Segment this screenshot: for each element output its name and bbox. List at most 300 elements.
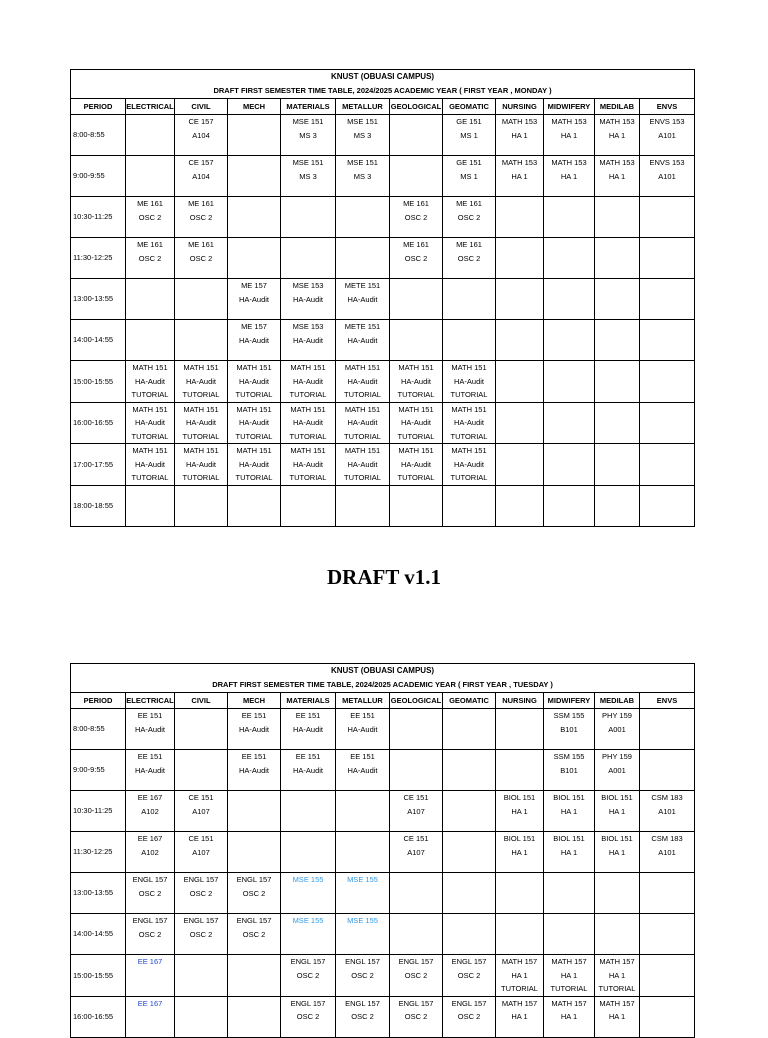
cell-line: A102 [141, 847, 159, 857]
cell-line: MATH 157 [501, 957, 538, 966]
cell-line: HA-Audit [453, 376, 484, 386]
course-cell [126, 873, 175, 914]
cell-line: ME 161 [188, 240, 214, 249]
cell-line: MSE 153 [292, 322, 324, 331]
course-cell [595, 955, 640, 997]
cell-line: A104 [192, 130, 210, 140]
cell-line: A107 [192, 806, 210, 816]
cell-line: SSM 155 [553, 752, 585, 761]
cell-line: HA-Audit [134, 418, 165, 427]
course-cell [496, 709, 544, 750]
column-header: ENVS [640, 693, 695, 709]
course-cell [228, 791, 281, 832]
cell-line: MATH 153 [551, 158, 587, 167]
course-cell [595, 115, 640, 156]
cell-line: TUTORIAL [235, 390, 273, 399]
course-cell [336, 832, 390, 873]
cell-line: MSE 151 [347, 158, 378, 167]
monday-timetable [70, 69, 695, 527]
course-cell [281, 402, 336, 444]
table-row [71, 402, 695, 444]
cell-line: HA-Audit [347, 335, 378, 345]
cell-line: OSC 2 [457, 1012, 481, 1021]
course-cell [175, 914, 228, 955]
cell-line: OSC 2 [189, 212, 213, 222]
course-cell [126, 996, 175, 1037]
cell-line: OSC 2 [296, 970, 320, 980]
course-cell [281, 750, 336, 791]
cell-line: HA-Audit [347, 418, 378, 427]
cell-line: TUTORIAL [550, 984, 588, 993]
cell-line: OSC 2 [457, 212, 481, 222]
cell-line: HA-Audit [292, 294, 323, 304]
course-cell [281, 914, 336, 955]
period-cell: 11:30-12:25 [71, 238, 126, 279]
cell-line: CSM 183 [651, 834, 683, 843]
course-cell [281, 955, 336, 997]
course-cell [281, 320, 336, 361]
cell-line: A107 [407, 806, 425, 816]
cell-line: TUTORIAL [397, 431, 435, 441]
cell-line: MATH 151 [398, 363, 434, 372]
course-cell [126, 485, 175, 526]
cell-line: ME 161 [403, 199, 429, 208]
course-cell [496, 914, 544, 955]
course-cell [496, 361, 544, 403]
cell-line: HA-Audit [238, 765, 269, 775]
course-cell [390, 996, 443, 1037]
cell-line: TUTORIAL [235, 431, 273, 441]
column-header: CIVIL [175, 99, 228, 115]
course-cell [175, 361, 228, 403]
table-row [71, 156, 695, 197]
table-row [71, 444, 695, 486]
cell-line: MATH 153 [501, 158, 538, 167]
course-cell [640, 115, 695, 156]
cell-line: MATH 151 [236, 363, 272, 372]
course-cell [443, 873, 496, 914]
course-cell [126, 115, 175, 156]
cell-line: ENGL 157 [132, 875, 168, 884]
course-cell [281, 279, 336, 320]
cell-line: MSE 155 [347, 916, 378, 925]
course-cell [281, 832, 336, 873]
cell-line: OSC 2 [189, 929, 213, 939]
cell-line: ME 161 [137, 199, 163, 208]
course-cell [390, 402, 443, 444]
cell-line: MATH 151 [398, 404, 434, 414]
course-cell [228, 279, 281, 320]
cell-line: EE 167 [137, 998, 163, 1008]
cell-line: A104 [192, 171, 210, 181]
course-cell [390, 238, 443, 279]
cell-line: ME 161 [456, 199, 482, 208]
cell-line: MATH 151 [290, 363, 326, 372]
course-cell [443, 955, 496, 997]
table-row [71, 791, 695, 832]
course-cell [228, 238, 281, 279]
course-cell [228, 996, 281, 1037]
course-cell [126, 361, 175, 403]
cell-line: MATH 153 [501, 117, 538, 126]
course-cell [443, 320, 496, 361]
column-header: MEDILAB [595, 693, 640, 709]
course-cell [126, 791, 175, 832]
course-cell [175, 873, 228, 914]
period-cell: 10:30-11:25 [71, 197, 126, 238]
cell-line: MS 3 [353, 130, 372, 140]
cell-line: ENGL 157 [451, 998, 487, 1008]
column-header: MATERIALS [281, 99, 336, 115]
course-cell [175, 791, 228, 832]
cell-line: MATH 153 [599, 117, 635, 126]
course-cell [496, 279, 544, 320]
course-cell [595, 156, 640, 197]
course-cell [496, 238, 544, 279]
column-header: GEOMATIC [443, 693, 496, 709]
course-cell [544, 238, 595, 279]
cell-line: MATH 151 [183, 363, 219, 372]
cell-line: MSE 155 [347, 875, 378, 884]
cell-line: HA 1 [608, 847, 626, 857]
cell-line: ME 161 [403, 240, 429, 249]
column-header-row [71, 693, 695, 709]
cell-line: EE 151 [295, 752, 321, 761]
cell-line: HA-Audit [238, 418, 269, 427]
column-header: METALLUR [336, 99, 390, 115]
course-cell [175, 156, 228, 197]
cell-line: A101 [658, 806, 676, 816]
cell-line: METE 151 [344, 281, 381, 290]
course-cell [228, 444, 281, 486]
cell-line: HA-Audit [400, 376, 431, 386]
course-cell [544, 402, 595, 444]
course-cell [126, 156, 175, 197]
cell-line: MS 3 [299, 130, 317, 140]
table-row [71, 832, 695, 873]
cell-line: MATH 153 [599, 158, 635, 167]
table-row [71, 709, 695, 750]
course-cell [126, 832, 175, 873]
cell-line: MATH 151 [132, 404, 168, 414]
course-cell [175, 485, 228, 526]
course-cell [544, 156, 595, 197]
cell-line: PHY 159 [602, 752, 632, 761]
cell-line: MS 1 [460, 171, 478, 181]
cell-line: MATH 151 [236, 404, 272, 414]
period-cell: 17:00-17:55 [71, 444, 126, 486]
course-cell [595, 873, 640, 914]
course-cell [175, 238, 228, 279]
cell-line: HA-Audit [400, 418, 431, 427]
column-header: PERIOD [71, 693, 126, 709]
cell-line: BIOL 151 [503, 793, 536, 802]
cell-line: MATH 151 [236, 446, 272, 455]
course-cell [496, 156, 544, 197]
course-cell [640, 444, 695, 486]
course-cell [544, 279, 595, 320]
column-header: MIDWIFERY [544, 693, 595, 709]
course-cell [126, 914, 175, 955]
cell-line: HA-Audit [185, 418, 216, 427]
course-cell [175, 320, 228, 361]
course-cell [126, 709, 175, 750]
column-header: GEOMATIC [443, 99, 496, 115]
course-cell [336, 996, 390, 1037]
cell-line: HA 1 [560, 1012, 578, 1021]
cell-line: MATH 151 [132, 363, 168, 372]
period-cell: 13:00-13:55 [71, 873, 126, 914]
column-header: MIDWIFERY [544, 99, 595, 115]
cell-line: HA-Audit [238, 294, 269, 304]
cell-line: MATH 151 [451, 446, 487, 455]
course-cell [175, 955, 228, 997]
cell-line: HA-Audit [453, 459, 484, 469]
cell-line: ENVS 153 [649, 158, 685, 167]
course-cell [443, 832, 496, 873]
course-cell [443, 197, 496, 238]
period-cell: 15:00-15:55 [71, 955, 126, 997]
cell-line: HA 1 [608, 806, 626, 816]
cell-line: ENGL 157 [345, 998, 380, 1008]
course-cell [390, 485, 443, 526]
course-cell [640, 279, 695, 320]
cell-line: MATH 151 [183, 446, 219, 455]
cell-line: HA 1 [560, 806, 578, 816]
course-cell [544, 873, 595, 914]
cell-line: EE 151 [350, 711, 375, 720]
cell-line: OSC 2 [138, 212, 162, 222]
cell-line: MS 3 [299, 171, 317, 181]
course-cell [228, 914, 281, 955]
cell-line: HA-Audit [453, 418, 484, 427]
cell-line: HA 1 [608, 970, 626, 980]
cell-line: HA-Audit [347, 724, 378, 734]
period-cell: 14:00-14:55 [71, 320, 126, 361]
cell-line: HA 1 [511, 130, 528, 140]
table-row [71, 750, 695, 791]
course-cell [390, 832, 443, 873]
course-cell [595, 709, 640, 750]
column-header: ELECTRICAL [126, 693, 175, 709]
cell-line: ENGL 157 [290, 998, 326, 1008]
course-cell [175, 402, 228, 444]
table-row [71, 485, 695, 526]
column-header: GEOLOGICAL [390, 99, 443, 115]
cell-line: GE 151 [456, 158, 482, 167]
cell-line: MSE 151 [292, 117, 324, 126]
course-cell [496, 996, 544, 1037]
course-cell [228, 156, 281, 197]
cell-line: MSE 153 [292, 281, 324, 290]
period-cell: 10:30-11:25 [71, 791, 126, 832]
cell-line: MSE 155 [292, 875, 324, 884]
cell-line: ENGL 157 [183, 875, 219, 884]
course-cell [281, 444, 336, 486]
column-header: MATERIALS [281, 693, 336, 709]
cell-line: HA-Audit [400, 459, 431, 469]
cell-line: ENGL 157 [398, 957, 434, 966]
course-cell [443, 485, 496, 526]
table-subtitle: DRAFT FIRST SEMESTER TIME TABLE, 2024/2025 ACADEMIC YEAR ( FIRST YEAR , MONDAY ) [71, 84, 695, 99]
cell-line: MATH 157 [599, 957, 635, 966]
course-cell [544, 361, 595, 403]
course-cell [336, 791, 390, 832]
course-cell [640, 791, 695, 832]
cell-line: TUTORIAL [289, 390, 327, 399]
table-row [71, 238, 695, 279]
cell-line: ENGL 157 [451, 957, 487, 966]
cell-line: EE 151 [241, 752, 267, 761]
period-cell: 18:00-18:55 [71, 485, 126, 526]
cell-line: MATH 151 [451, 363, 487, 372]
cell-line: OSC 2 [242, 888, 266, 898]
course-cell [390, 361, 443, 403]
table-row [71, 320, 695, 361]
cell-line: MS 1 [460, 130, 478, 140]
course-cell [281, 709, 336, 750]
cell-line: CE 157 [188, 158, 214, 167]
cell-line: EE 151 [295, 711, 321, 720]
cell-line: EE 167 [137, 957, 163, 966]
table-row [71, 197, 695, 238]
course-cell [544, 832, 595, 873]
cell-line: CE 157 [188, 117, 214, 126]
period-cell: 14:00-14:55 [71, 914, 126, 955]
course-cell [228, 361, 281, 403]
period-cell: 11:30-12:25 [71, 832, 126, 873]
column-header: PERIOD [71, 99, 126, 115]
cell-line: A107 [192, 847, 210, 857]
cell-line: HA 1 [560, 970, 578, 980]
cell-line: BIOL 151 [601, 834, 633, 843]
column-header: METALLUR [336, 693, 390, 709]
course-cell [390, 914, 443, 955]
cell-line: OSC 2 [457, 970, 481, 980]
course-cell [496, 320, 544, 361]
cell-line: TUTORIAL [235, 473, 273, 482]
course-cell [336, 156, 390, 197]
course-cell [496, 791, 544, 832]
cell-line: EE 167 [137, 834, 163, 843]
course-cell [640, 996, 695, 1037]
course-cell [126, 955, 175, 997]
course-cell [640, 485, 695, 526]
cell-line: TUTORIAL [344, 473, 381, 482]
cell-line: EE 151 [241, 711, 267, 720]
cell-line: METE 151 [344, 322, 381, 331]
course-cell [228, 320, 281, 361]
cell-line: ENGL 157 [132, 916, 168, 925]
column-header: ENVS [640, 99, 695, 115]
cell-line: HA 1 [511, 806, 528, 816]
course-cell [544, 444, 595, 486]
course-cell [336, 238, 390, 279]
cell-line: EE 151 [350, 752, 375, 761]
column-header: ELECTRICAL [126, 99, 175, 115]
course-cell [281, 197, 336, 238]
cell-line: HA-Audit [292, 335, 323, 345]
course-cell [595, 238, 640, 279]
course-cell [443, 444, 496, 486]
cell-line: CE 151 [188, 793, 214, 802]
course-cell [595, 279, 640, 320]
course-cell [281, 485, 336, 526]
cell-line: MATH 151 [290, 446, 326, 455]
cell-line: ENGL 157 [236, 916, 272, 925]
cell-line: BIOL 151 [503, 834, 536, 843]
cell-line: HA 1 [608, 130, 626, 140]
cell-line: HA-Audit [347, 459, 378, 469]
cell-line: HA 1 [511, 171, 528, 181]
course-cell [228, 485, 281, 526]
cell-line: MATH 151 [344, 404, 381, 414]
course-cell [443, 279, 496, 320]
column-header: MEDILAB [595, 99, 640, 115]
table-row [71, 115, 695, 156]
cell-line: HA-Audit [134, 459, 165, 469]
course-cell [640, 361, 695, 403]
column-header: NURSING [496, 693, 544, 709]
cell-line: HA 1 [608, 171, 626, 181]
course-cell [336, 955, 390, 997]
course-cell [336, 914, 390, 955]
course-cell [640, 197, 695, 238]
cell-line: TUTORIAL [450, 473, 488, 482]
course-cell [496, 444, 544, 486]
course-cell [595, 402, 640, 444]
column-header: MECH [228, 99, 281, 115]
cell-line: OSC 2 [404, 970, 428, 980]
cell-line: ENGL 157 [398, 998, 434, 1008]
course-cell [126, 402, 175, 444]
course-cell [496, 402, 544, 444]
cell-line: TUTORIAL [131, 473, 169, 482]
course-cell [175, 750, 228, 791]
cell-line: HA-Audit [292, 376, 323, 386]
course-cell [336, 361, 390, 403]
course-cell [595, 361, 640, 403]
course-cell [228, 873, 281, 914]
cell-line: TUTORIAL [397, 473, 435, 482]
course-cell [544, 115, 595, 156]
cell-line: HA-Audit [134, 376, 165, 386]
course-cell [336, 197, 390, 238]
course-cell [544, 955, 595, 997]
column-header-row [71, 99, 695, 115]
course-cell [496, 115, 544, 156]
cell-line: OSC 2 [189, 888, 213, 898]
cell-line: MATH 151 [132, 446, 168, 455]
course-cell [496, 832, 544, 873]
course-cell [640, 750, 695, 791]
course-cell [175, 832, 228, 873]
course-cell [175, 115, 228, 156]
course-cell [126, 750, 175, 791]
course-cell [595, 914, 640, 955]
cell-line: PHY 159 [602, 711, 632, 720]
course-cell [544, 750, 595, 791]
cell-line: ME 161 [188, 199, 214, 208]
cell-line: ENGL 157 [236, 875, 272, 884]
course-cell [281, 996, 336, 1037]
course-cell [443, 750, 496, 791]
column-header: MECH [228, 693, 281, 709]
course-cell [640, 873, 695, 914]
course-cell [496, 485, 544, 526]
course-cell [390, 320, 443, 361]
course-cell [228, 832, 281, 873]
